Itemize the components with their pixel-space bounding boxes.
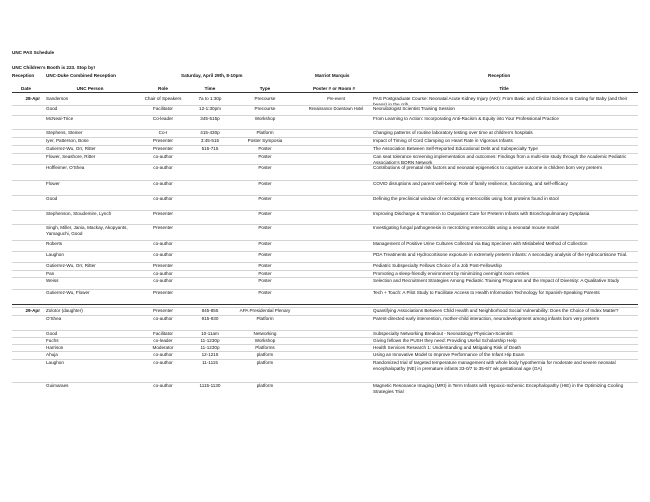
cell-time: 845-855 [201, 308, 219, 313]
cell-role: co-author [153, 241, 173, 246]
booth-note: UNC Children's Booth is 223. Stop by! [12, 65, 96, 70]
cell-title: Using an Innovative Model to Improve Performance of the Infant Hip Exam [373, 352, 525, 357]
cell-title: Improving Discharge & Transition to Outpatient Care for Preterm Infants with Bronchopulmonary Dysplasia [373, 211, 590, 216]
cell-role: co-author [153, 252, 173, 257]
cell-role: co-author [153, 181, 173, 186]
cell-role: Chair of Speakers [144, 96, 182, 101]
cell-person: Stephenson, Stoudemire, Lynch [46, 211, 112, 216]
cell-title: Can seat tolerance screening implementation and outcomes: Findings from a multi-site study through the Academic Pediatric Association's BORN Network [373, 154, 627, 165]
cell-time: 3:45-515 [200, 138, 220, 143]
cell-role: Presenter [153, 290, 173, 295]
cell-type: Poster [258, 271, 272, 276]
cell-date: 29-Apr [25, 308, 40, 313]
cell-time: 345-515p [200, 116, 220, 121]
cell-person: Gutierrez-Wu, Orr, Ritter [46, 146, 96, 151]
cell-person: Pan [46, 271, 55, 276]
cell-person: Good [46, 106, 58, 111]
cell-time: 515-715 [201, 146, 219, 151]
cell-time: 11-1230p [200, 345, 220, 350]
cell-type: platform [256, 360, 274, 365]
cell-role: Co-leader [152, 116, 174, 121]
cell-person: Laughon [46, 360, 64, 365]
cell-type: APA Presidential Plenary [239, 308, 291, 313]
cell-role: co-leader [153, 338, 173, 343]
cell-role: Presenter [153, 138, 173, 143]
cell-time: 12-1:30pm [199, 106, 221, 111]
cell-type: Poster [258, 154, 272, 159]
cell-role: Facilitator [153, 106, 173, 111]
col-header-title: Title [499, 86, 509, 91]
cell-role: co-author [153, 165, 173, 170]
cell-type: Poster [258, 252, 272, 257]
cell-role: Facilitator [153, 331, 173, 336]
cell-role: Moderator [152, 345, 174, 350]
cell-title: Health Services Research 1: Understanding and Mitigating Risk of Death [373, 345, 522, 350]
cell-type: Workshop [254, 338, 276, 343]
cell-title: Promoting a sleep-friendly environment by minimizing overnight room entries [373, 271, 530, 276]
cell-title: Quantifying Associations Between Child Health and Neighborhood Social Vulnerability: Does the Choice of Index Matter? [373, 308, 619, 313]
cell-title: Investigating fungal pathogenesis in necrotizing enterocolitis using a neonatal mouse model [373, 225, 560, 230]
cell-time: 12-1215 [201, 352, 219, 357]
cell-role: co-author [153, 352, 173, 357]
cell-type: platform [256, 352, 274, 357]
cell-person: Flower, Seashore, Ritter [46, 154, 96, 159]
cell-time: 10-11am [201, 331, 219, 336]
cell-title: Impact of Timing of Cord Clamping on Heart Rate in Vigorous Infants [373, 138, 513, 143]
reception-title: Reception [488, 73, 511, 78]
cell-type: Poster [258, 278, 272, 283]
cell-role: co-author [153, 154, 173, 159]
cell-person: Flower [46, 181, 60, 186]
cell-type: Poster [258, 211, 272, 216]
cell-type: Poster [258, 181, 272, 186]
cell-title: Selection and Recruitment Strategies Among Pediatric Training Programs and the Impact of Diversity: A Qualitative Study [373, 278, 620, 283]
day-separator [12, 304, 638, 305]
reception-date: Saturday, April 29th, 8-10pm [181, 73, 243, 78]
cell-title: Magnetic Resonance Imaging (MRI) in Term Infants with Hypoxic-Ischemic Encephalopathy (HIE) in the Optimizing Cooling Strategies Trial [373, 383, 624, 394]
cell-type: Workshop [254, 116, 276, 121]
cell-person: Harrison [46, 345, 64, 350]
col-header-type: Type [259, 86, 271, 91]
cell-person: Good [46, 331, 58, 336]
cell-type: Poster [258, 225, 272, 230]
cell-title: Changing patterns of routine laboratory testing over time at children's hospitals [373, 130, 533, 135]
cell-role: co-author [153, 196, 173, 201]
cell-person: Roberts [46, 241, 63, 246]
reception-venue: Marriot Marquis [315, 73, 350, 78]
cell-time: 7a to 1:30p [198, 96, 222, 101]
cell-type: Poster [258, 146, 272, 151]
cell-type: Platform [256, 130, 274, 135]
cell-role: co-author [153, 271, 173, 276]
cell-type: Platform [256, 316, 274, 321]
cell-type: Poster [258, 263, 272, 268]
cell-title: Subspecialty Networking Breakout - Neonatology Physician-Scientist [373, 331, 513, 336]
header-rule [12, 92, 638, 93]
cell-type: Poster [258, 241, 272, 246]
cell-role: Presenter [153, 225, 173, 230]
cell-title: PAS Postgraduate Course: Neonatal Acute Kidney Injury (AKI): From Basic and Clinical Science to Caring for Baby (and their beans) in the crib. [373, 96, 628, 107]
cell-role: Presenter [153, 211, 173, 216]
col-header-role: Role [158, 86, 168, 91]
cell-poster: Pre-event [327, 96, 345, 101]
cell-person: Gutierrez-Wu, Orr, Ritter [46, 263, 96, 268]
col-header-time: Time [204, 86, 216, 91]
cell-time: 11-1230p [200, 338, 220, 343]
cell-date: 28-Apr [25, 96, 40, 101]
cell-type: Poster [258, 290, 272, 295]
cell-type: Networking [253, 331, 277, 336]
cell-time: 1115-1130 [199, 383, 221, 388]
cell-type: Platforms [255, 345, 275, 350]
cell-person: Good [46, 196, 58, 201]
cell-type: Poster [258, 165, 272, 170]
cell-person: O'Shea [46, 316, 62, 321]
col-header-date: Date [21, 86, 31, 91]
page-title: UNC PAS Schedule [12, 50, 55, 55]
cell-person: Fuchs [46, 338, 59, 343]
cell-role: Co-I [158, 130, 168, 135]
cell-title: Pediatric Subspecialty Fellows Choice of a Job Post-Fellowship [373, 263, 502, 268]
cell-role: co-author [153, 316, 173, 321]
cell-type: Poster [258, 196, 272, 201]
cell-time: 915-930 [201, 316, 219, 321]
cell-title: The Association Between Self-Reported Educational Debt and Subspecialty Type [373, 146, 538, 151]
reception-label: Reception [12, 73, 35, 78]
cell-person: Zolotor (daughter) [46, 308, 83, 313]
cell-person: Stephens, Steiner [46, 130, 83, 135]
cell-title: Contributions of prenatal risk factors and neonatal epigenetics to cognitive outcome in children born very preterm [373, 165, 603, 170]
cell-person: Gutierrez-Wu, Flower [46, 290, 90, 295]
cell-person: Iyer, Patterson, Bose [46, 138, 89, 143]
cell-time: 415-430p [200, 130, 220, 135]
cell-title: Neonatologist Scientist Training Session [373, 106, 455, 111]
cell-person: Weiss [46, 278, 59, 283]
cell-role: Presenter [153, 263, 173, 268]
cell-type: Poster Symposia [247, 138, 283, 143]
cell-title: Giving fellows the PUSH they need: Providing Useful Scholarship Help [373, 338, 517, 343]
cell-type: platform [256, 383, 274, 388]
cell-poster: Renaissance Downtown Hotel [308, 106, 364, 111]
cell-person: Sanderson [46, 96, 69, 101]
cell-time: 11-1115 [202, 360, 218, 365]
cell-person: Guimaraes [46, 383, 69, 388]
cell-type: Precourse [254, 106, 276, 111]
cell-title: Defining the preclinical window of necrotizing enterocolitis using host proteins found in stool [373, 196, 559, 201]
cell-title: From Learning to Action: Incorporating Anti-Racism & Equity into Your Professional Practice [373, 116, 559, 121]
col-header-person: UNC Person [76, 86, 104, 91]
cell-title: PDA Treatments and Hydrocortisone exposure in extremely preterm infants: A secondary analysis of the Hydrocortisone Trial. [373, 252, 628, 257]
cell-title: Parent-directed early intervention, mother-child interaction, neurodevelopment among infants born very preterm [373, 316, 600, 321]
cell-person: Singh, Miller, Jania, Mackay, Akopyants, Yamaguchi, Good [46, 225, 128, 236]
reception-name: UNC-Duke Combined Reception [46, 73, 116, 78]
cell-title: Management of Positive Urine Cultures Collected via Bag Specimen with Mislabeled Method of Collection [373, 241, 588, 246]
cell-title: COVID disruptions and parent well-being: Role of family resilience, functioning, and self-efficacy [373, 181, 568, 186]
cell-person: McNeal-Trice [46, 116, 74, 121]
cell-title: Tech + Touch: A Pilot Study to Facilitate Access to Health Information Technology for Spanish-Speaking Parents [373, 290, 600, 295]
cell-person: Laughon [46, 252, 64, 257]
col-header-poster: Poster # or Room # [312, 86, 356, 91]
cell-title: Randomized trial of targeted temperature management with whole body hypothermia for moderate and severe neonatal encephalopathy (NE) in premature infants 33-0/7 to 35-6/7 wk gestational age (GA) [373, 360, 616, 371]
cell-role: Presenter [153, 308, 173, 313]
cell-person: Ahuja [46, 352, 58, 357]
cell-role: co-author [153, 360, 173, 365]
cell-person: Hoffleimer, O'Shea [46, 165, 85, 170]
cell-role: co-author [153, 383, 173, 388]
cell-role: Presenter [153, 146, 173, 151]
cell-role: co-author [153, 278, 173, 283]
cell-type: Precourse [254, 96, 276, 101]
